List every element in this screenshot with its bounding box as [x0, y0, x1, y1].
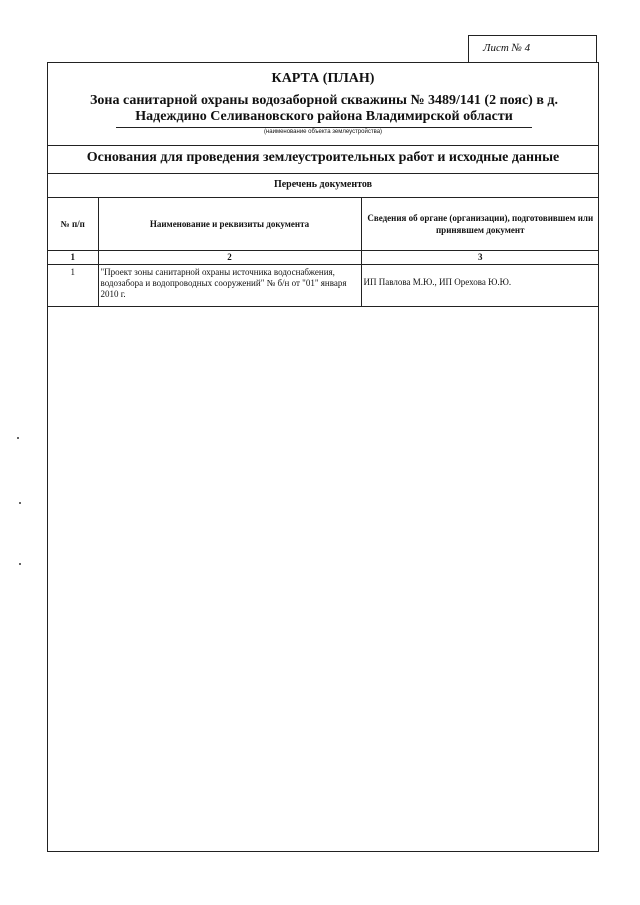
- caption-rule: [116, 127, 532, 128]
- column-header-organization: Сведения об органе (организации), подготовившем или принявшем документ: [361, 198, 599, 250]
- document-frame: [47, 62, 599, 852]
- scan-speck: [17, 437, 19, 439]
- object-caption: (наименование объекта землеустройства): [263, 129, 383, 135]
- scan-speck: [19, 502, 21, 504]
- section-title: Основания для проведения землеустроительных работ и исходные данные: [48, 146, 598, 174]
- column-number-3: 3: [361, 250, 599, 264]
- row-number: 1: [48, 264, 98, 306]
- documents-list-title: Перечень документов: [48, 174, 598, 198]
- table-row: [48, 264, 599, 306]
- column-number-1: 1: [48, 250, 98, 264]
- map-header: [48, 63, 598, 146]
- row-document: "Проект зоны санитарной охраны источника водоснабжения, водозабора и водопроводных сооружений" № б/н от "01" января 2010 г.: [98, 264, 361, 306]
- column-numbers-row: [48, 250, 599, 264]
- documents-table: [48, 198, 599, 307]
- column-header-document: Наименование и реквизиты документа: [98, 198, 361, 250]
- sheet-number-label: Лист № 4: [468, 35, 597, 62]
- scan-speck: [19, 563, 21, 565]
- column-number-2: 2: [98, 250, 361, 264]
- object-name: Зона санитарной охраны водозаборной скважины № 3489/141 (2 пояс) в д. Надеждино Селивановского района Владимирской области: [90, 93, 558, 124]
- table-header-row: [48, 198, 599, 250]
- column-header-number: № п/п: [48, 198, 98, 250]
- row-organization: ИП Павлова М.Ю., ИП Орехова Ю.Ю.: [361, 264, 599, 306]
- map-title: КАРТА (ПЛАН): [271, 71, 375, 86]
